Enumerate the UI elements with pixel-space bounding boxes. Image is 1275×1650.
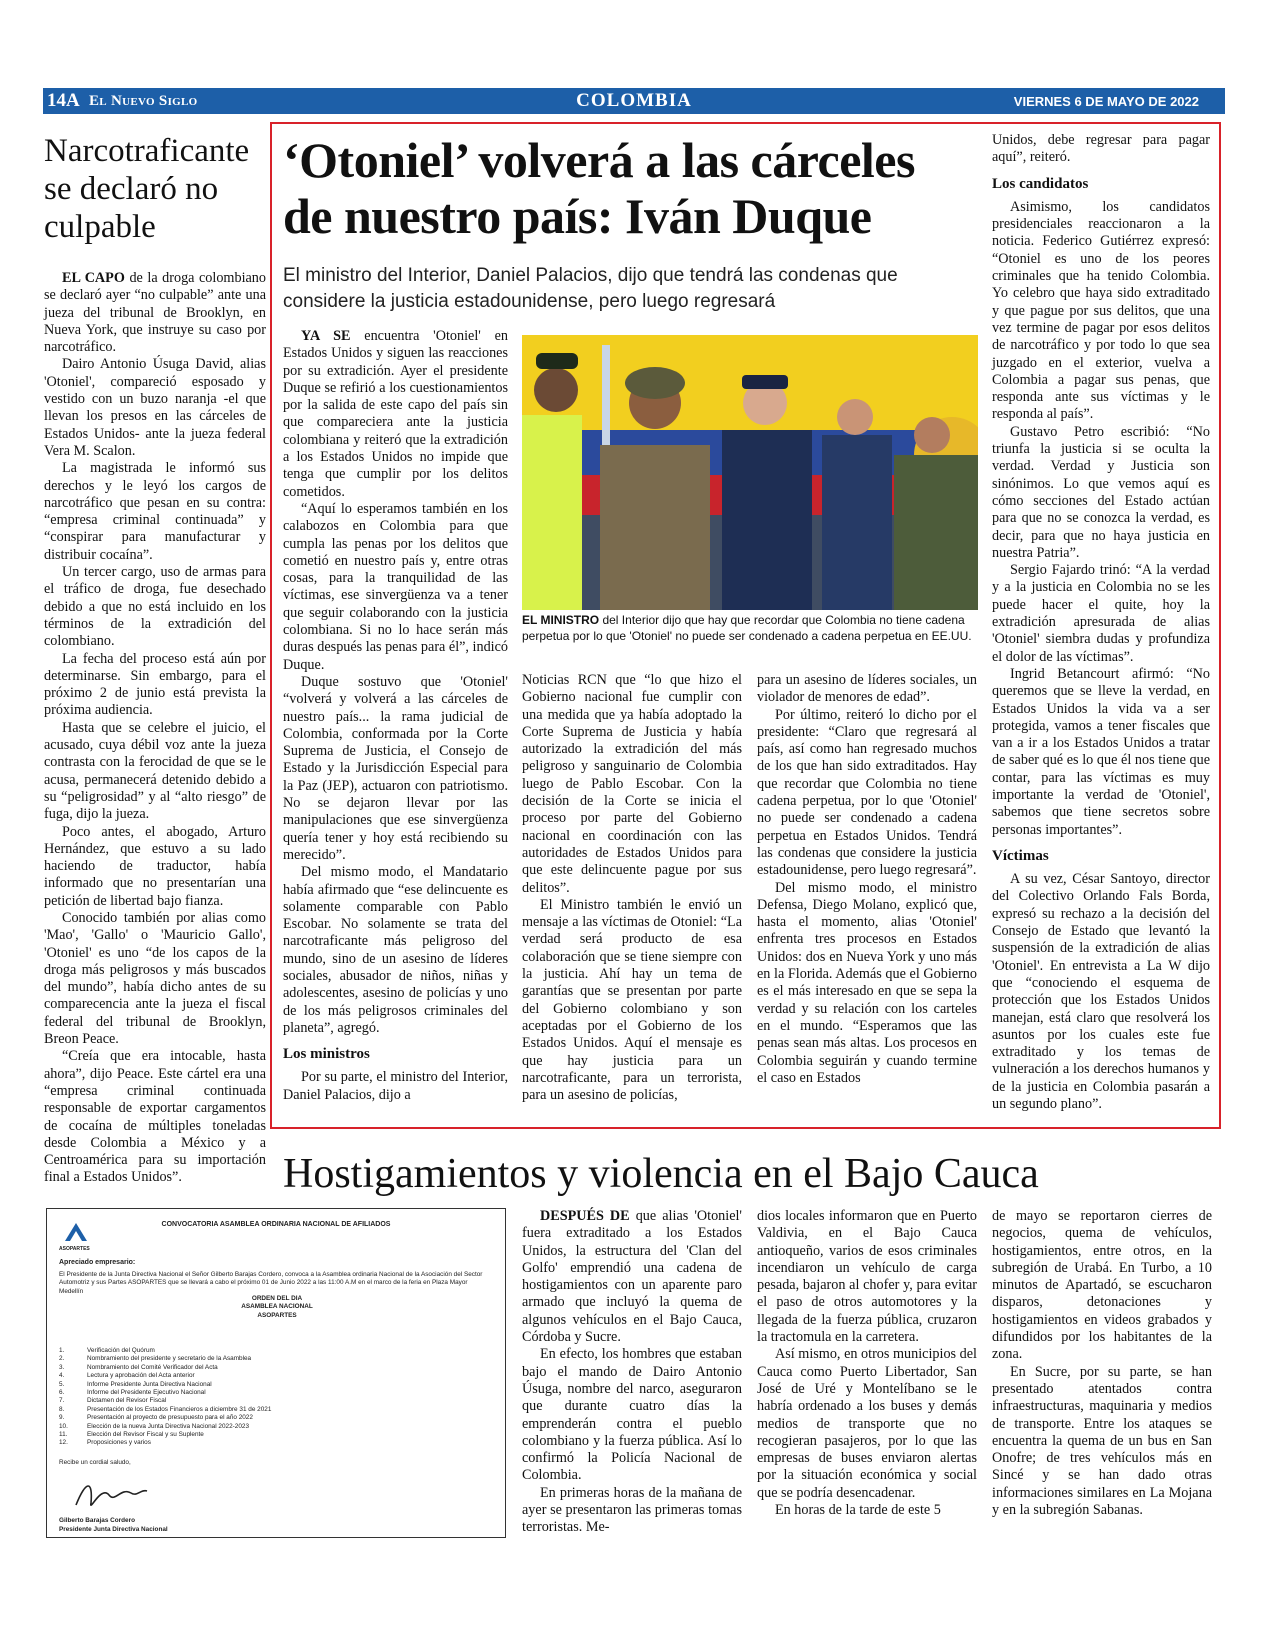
- paragraph: Así mismo, en otros municipios del Cauca como Puerto Libertador, San José de Uré y Montelíbano se le habría ordenado a los buses y demás medios de transporte que no recogieran pasajeros, por lo que las empresas de buses enviaron alertas por la situación económica y social que se podría desencadenar.: [757, 1346, 977, 1501]
- issue-date: VIERNES 6 DE MAYO DE 2022: [1013, 93, 1199, 109]
- list-item: 9. Presentación al proyecto de presupuesto para el año 2022: [59, 1414, 253, 1422]
- feature-lead: YA SE: [301, 328, 351, 344]
- paragraph: Del mismo modo, el ministro Defensa, Diego Molano, explicó que, hasta el momento, alias 'Otoniel' enfrenta tres procesos en Estados Unidos: dos en Nueva York y uno más en la Florida. Además que el Gobierno es el más interesado en que se sepa la verdad y su relación con los carteles en el mundo. “Esperamos que las penas sean más altas. Los procesos en Colombia seguirán y cuando termine el caso en Estados: [757, 879, 977, 1086]
- section-name: COLOMBIA: [576, 90, 692, 111]
- list-item: 12. Proposiciones y varios: [59, 1439, 151, 1447]
- feature-column-2: [522, 672, 742, 1104]
- list-item: 11. Elección del Revisor Fiscal y su Suplente: [59, 1431, 204, 1439]
- paragraph: En efecto, los hombres que estaban bajo el mando de Dairo Antonio Úsuga, nombre del narco, aseguraron que durante cuatro días la emprenderán contra el pueblo colombiano y la fuerza pública. Así lo confirmó la Policía Nacional de Colombia.: [522, 1346, 742, 1484]
- side-article-body: [44, 270, 266, 1187]
- subheading: Los ministros: [283, 1046, 370, 1063]
- paragraph: “Aquí lo esperamos también en los calabozos en Colombia para que cumpla las penas por los delitos que cometió en nuestro país y, entre otras cosas, para la tranquilidad de las víctimas, ese sinvergüenza va a tener que seguir colaborando con la justicia colombiana. Si no lo hace serán más duras después las penas para él”, indicó Duque.: [283, 500, 508, 673]
- list-item: 8. Presentación de los Estados Financieros a diciembre 31 de 2021: [59, 1405, 272, 1413]
- feature-headline: ‘Otoniel’ volverá a las cárceles de nuestro país: Iván Duque: [283, 132, 915, 244]
- paragraph: Hasta que se celebre el juicio, el acusado, cuya débil voz ante la jueza contrasta con la ferocidad de que se le acusa, permanecerá detenido debido a su “peligrosidad” y al “alto riesgo” de fuga, dijo la jueza.: [44, 719, 266, 823]
- ad-body: El Presidente de la Junta Directiva Nacional el Señor Gilberto Barajas Cordero, convoca a la Asamblea ordinaria Nacional de la Asociación del Sector Automotriz y sus Partes ASOPARTES que se llevará a cabo el próximo 01 de Junio 2022 a las 11:00 A.M en el marco de la feria en Plaza Mayor Medellín: [59, 1271, 483, 1295]
- paragraph: “Creía que era intocable, hasta ahora”, dijo Peace. Este cártel era una “empresa criminal continuada responsable de exportar cargamentos de cocaína de múltiples toneladas desde Colombia a México y a Centroamérica para su importación final a Estados Unidos”.: [44, 1048, 266, 1186]
- side-article-lead: EL CAPO: [62, 270, 125, 286]
- photo-caption: [522, 612, 978, 644]
- subheading: Los candidatos: [992, 175, 1089, 192]
- paragraph: Duque sostuvo que 'Otoniel' “volverá y volverá a las cárceles de nuestro país... la rama judicial de Colombia, conformada por la Corte Suprema de Justicia, el Consejo de Estado y la Jurisdicción Especial para la Paz (JEP), actuaron con patriotismo. No se dejaron llevar por las manipulaciones que ese sinvergüenza quería tener y hoy está recibiendo su merecido”.: [283, 673, 508, 863]
- paragraph: encuentra 'Otoniel' en Estados Unidos y siguen las reacciones por su extradición. Ayer el presidente Duque se refirió a los cuestionamientos por la salida de este capo del país sin que compareciera ante la justicia colombiana y reiteró que la extradición a los Estados Unidos no impide que tenga que cumplir por los delitos cometidos.: [283, 328, 508, 500]
- paragraph: La magistrada le informó sus derechos y le leyó los cargos de narcotráfico que pesan en su contra: “empresa criminal continuada” y “conspirar para manufacturar y distribuir cocaína”.: [44, 460, 266, 563]
- paragraph: La fecha del proceso está aún por determinarse. Sin embargo, para el próximo 2 de junio está prevista la próxima audiencia.: [44, 650, 266, 719]
- caption-text: del Interior dijo que hay que recordar que Colombia no tiene cadena perpetua por lo que 'Otoniel' no puede ser condenado a cadena perpetua en EE.UU.: [522, 613, 972, 643]
- bottom-lead: DESPUÉS DE: [540, 1208, 630, 1224]
- ad-salutation: Apreciado empresario:: [59, 1259, 136, 1266]
- paragraph: Unidos, debe regresar para pagar aquí”, reiteró.: [992, 132, 1210, 166]
- paragraph: que alias 'Otoniel' fuera extraditado a los Estados Unidos, la estructura del 'Clan del Golfo' emprendió una cadena de hostigamientos con un aparente paro armado que incluyó la quema de algunos vehículos en el Bajo Cauca, Córdoba y Sucre.: [522, 1208, 742, 1346]
- paragraph: para un asesino de líderes sociales, un violador de menores de edad”.: [757, 672, 977, 706]
- feature-deck: El ministro del Interior, Daniel Palacios, dijo que tendrá las condenas que considere la justicia estadounidense, pero luego regresará: [283, 265, 898, 312]
- list-item: 6. Informe del Presidente Ejecutivo Nacional: [59, 1389, 206, 1397]
- paragraph: En horas de la tarde de este 5: [775, 1502, 941, 1519]
- list-item: 4. Lectura y aprobación del Acta anterior: [59, 1372, 195, 1380]
- paragraph: Noticias RCN que “lo que hizo el Gobierno nacional fue cumplir con una medida que ya había adoptado la Corte Suprema de Justicia y había autorizado la extradición del más peligroso y sanguinario de Colombia luego de Pablo Escobar. Con la decisión de la Corte se inicia el proceso por parte del Gobierno nacional en coordinación con las autoridades de Estados Unidos para que este delincuente pague por sus delitos”.: [522, 672, 742, 896]
- paragraph: Asimismo, los candidatos presidenciales reaccionaron a la noticia. Federico Gutiérrez expresó: “Otoniel es uno de los peores criminales que ha tenido Colombia. Yo celebro que haya sido extraditado y que pague por sus delitos, que una vez termine de pagar por esos delitos de narcotráfico y por todo lo que sea juzgado en el exterior, vuelva a Colombia a pagar sus penas, que responda ante sus víctimas y le responda al país”.: [992, 198, 1210, 423]
- paragraph: Sergio Fajardo trinó: “A la verdad y a la justicia en Colombia no se les puede hacer el quite, hoy la extradición apresurada de alias 'Otoniel' siembra dudas y profundiza el dolor de las víctimas”.: [992, 562, 1210, 665]
- ad-logo-text: ASOPARTES: [59, 1246, 90, 1252]
- subheading: Víctimas: [992, 847, 1049, 864]
- paragraph: Ingrid Betancourt afirmó: “No queremos que se lleve la verdad, en Estados Unidos la vida va a ser protegida, vamos a tener fiscales que van a ir a los Estados Unidos a tratar de saber qué es lo que él nos tiene que contar, para las víctimas es muy importante la verdad de 'Otoniel', sabemos que tiene secretos sobre personas importantes”.: [992, 665, 1210, 838]
- paragraph: En Sucre, por su parte, se han presentado atentados contra infraestructuras, maquinaria y medios de transporte. Entre los ataques se encuentra la quema de un bus en San Onofre; de tres vehículos más en Sincé y se han dado otras informaciones similares en La Mojana y en la subregión Sabanas.: [992, 1363, 1212, 1519]
- bottom-article-title: Hostigamientos y violencia en el Bajo Cauca: [283, 1151, 1039, 1197]
- ad-agenda-title: ORDEN DEL DIA ASAMBLEA NACIONAL ASOPARTES: [241, 1295, 313, 1319]
- feature-column-1: [283, 328, 508, 1104]
- asopartes-ad: [46, 1208, 506, 1538]
- paragraph: Dairo Antonio Úsuga David, alias 'Otoniel', compareció esposado y vestido con un buzo naranja -el que llevan los presos en las cárceles de Estados Unidos- ante la jueza federal Vera M. Scalon.: [44, 356, 266, 459]
- list-item: 3. Nombramiento del Comité Verificador del Acta: [59, 1363, 218, 1371]
- paragraph: Por su parte, el ministro del Interior, Daniel Palacios, dijo a: [283, 1069, 508, 1103]
- side-article-title: Narcotraficante se declaró no culpable: [44, 133, 250, 245]
- newspaper-name: El Nuevo Siglo: [89, 92, 198, 109]
- bottom-column-2: [757, 1208, 977, 1519]
- ad-agenda-list: [59, 1347, 299, 1448]
- ad-heading: CONVOCATORIA ASAMBLEA ORDINARIA NACIONAL DE AFILIADOS: [161, 1221, 391, 1228]
- paragraph: Poco antes, el abogado, Arturo Hernández, que estuvo a su lado haciendo de traductor, había informado que no presentarían una petición de libertad bajo fianza.: [44, 823, 266, 909]
- feature-column-3: [757, 672, 977, 1087]
- paragraph: Conocido también por alias como 'Mao', 'Gallo' o 'Mauricio Gallo', 'Otoniel' es uno “de los capos de la droga más peligrosos y más buscados del mundo”, había dicho antes de su comparecencia ante la jueza el fiscal federal del tribunal de Brooklyn, Breon Peace.: [44, 909, 266, 1048]
- feature-column-4: [992, 132, 1210, 1113]
- bottom-column-3: [992, 1208, 1212, 1519]
- list-item: 1. Verificación del Quórum: [59, 1347, 155, 1354]
- paragraph: Por último, reiteró lo dicho por el presidente: “Claro que regresará al país, así como han regresado muchos de los que han sido extraditados. Hay que recordar que Colombia no tiene cadena perpetua, por lo que 'Otoniel' no puede ser condenado a cadena perpetua en Estados Unidos. Tendrá las condenas que considere la justicia estadounidense, pero luego regresará”.: [757, 706, 977, 879]
- page-header: [43, 88, 1225, 114]
- asopartes-logo-icon: [61, 1219, 91, 1245]
- ad-signer-title: Presidente Junta Directiva Nacional: [59, 1526, 168, 1533]
- list-item: 2. Nombramiento del presidente y secretario de la Asamblea: [59, 1355, 252, 1363]
- ad-closing: Recibe un cordial saludo,: [59, 1459, 131, 1466]
- paragraph: dios locales informaron que en Puerto Valdivia, en el Bajo Cauca antioqueño, varios de esos criminales incendiaron un vehículo de carga pesada, bajaron al chofer y, para evitar el paso de otros automotores y la llegada de la fuerza pública, cruzaron la tractomula en la carretera.: [757, 1208, 977, 1346]
- page-number: 14A: [47, 90, 80, 111]
- paragraph: En primeras horas de la mañana de ayer se presentaron las primeras tomas terroristas. Me-: [522, 1484, 742, 1536]
- list-item: 10. Elección de la nueva Junta Directiva Nacional 2022-2023: [59, 1422, 249, 1430]
- caption-lead: EL MINISTRO: [522, 613, 600, 627]
- list-item: 7. Dictamen del Revisor Fiscal: [59, 1397, 167, 1405]
- signature-icon: [71, 1475, 151, 1515]
- paragraph: de la droga colombiano se declaró ayer “no culpable” ante una jueza del tribunal de Brooklyn, en Nueva York, que instruye su caso por narcotráfico.: [44, 270, 266, 356]
- photo-illustration: [522, 335, 978, 610]
- feature-photo: [522, 335, 978, 610]
- bottom-column-1: [522, 1208, 742, 1537]
- paragraph: de mayo se reportaron cierres de negocios, quema de vehículos, hostigamientos, entre otros, en la subregión de Urabá. En Turbo, a 10 minutos de Apartadó, se escucharon disparos, detonaciones y hostigamientos en videos grabados y difundidos por los habitantes de la zona.: [992, 1208, 1212, 1363]
- paragraph: Un tercer cargo, uso de armas para el tráfico de droga, fue desechado debido a que no está incluido en los términos de la extradición del colombiano.: [44, 564, 266, 650]
- ad-signer-name: Gilberto Barajas Cordero: [59, 1517, 135, 1524]
- paragraph: El Ministro también le envió un mensaje a las víctimas de Otoniel: “La verdad será producto de esa colaboración que se tiene siempre con la justicia. Ahí hay un tema de garantías que se presentan por parte del Gobierno colombiano y son aceptadas por el Gobierno de los Estados Unidos. Aquí el mensaje es que hay justicia para un narcotraficante, para un terrorista, para un asesino de policías,: [522, 896, 742, 1104]
- paragraph: Gustavo Petro escribió: “No triunfa la justicia si se oculta la verdad. Verdad y Justicia son sinónimos. Lo que vemos aquí es cómo secciones del Estado actúan para que no se conozca la verdad, es decir, para que no haya justicia en nuestra Patria”.: [992, 423, 1210, 561]
- list-item: 5. Informe Presidente Junta Directiva Nacional: [59, 1380, 212, 1388]
- paragraph: A su vez, César Santoyo, director del Colectivo Orlando Fals Borda, expresó su rechazo a la decisión del Consejo de Estado que levantó la suspensión de la extradición de alias 'Otoniel'. En entrevista a La W dijo que “conociendo el esquema de protección que los Estados Unidos manejan, está claro que resolverá los asuntos por los cuales este fue extraditado y los temas de vulneración a los derechos humanos y de la justicia en Colombia pasarán a un segundo plano”.: [992, 871, 1210, 1113]
- paragraph: Del mismo modo, el Mandatario había afirmado que “ese delincuente es solamente comparable con Pablo Escobar. No solamente se trata del narcotraficante más peligroso del mundo, sino de un asesino de líderes sociales, abusador de niños, niñas y adolescentes, asesino de policías y uno de los más peligrosos criminales del planeta”, agregó.: [283, 864, 508, 1036]
